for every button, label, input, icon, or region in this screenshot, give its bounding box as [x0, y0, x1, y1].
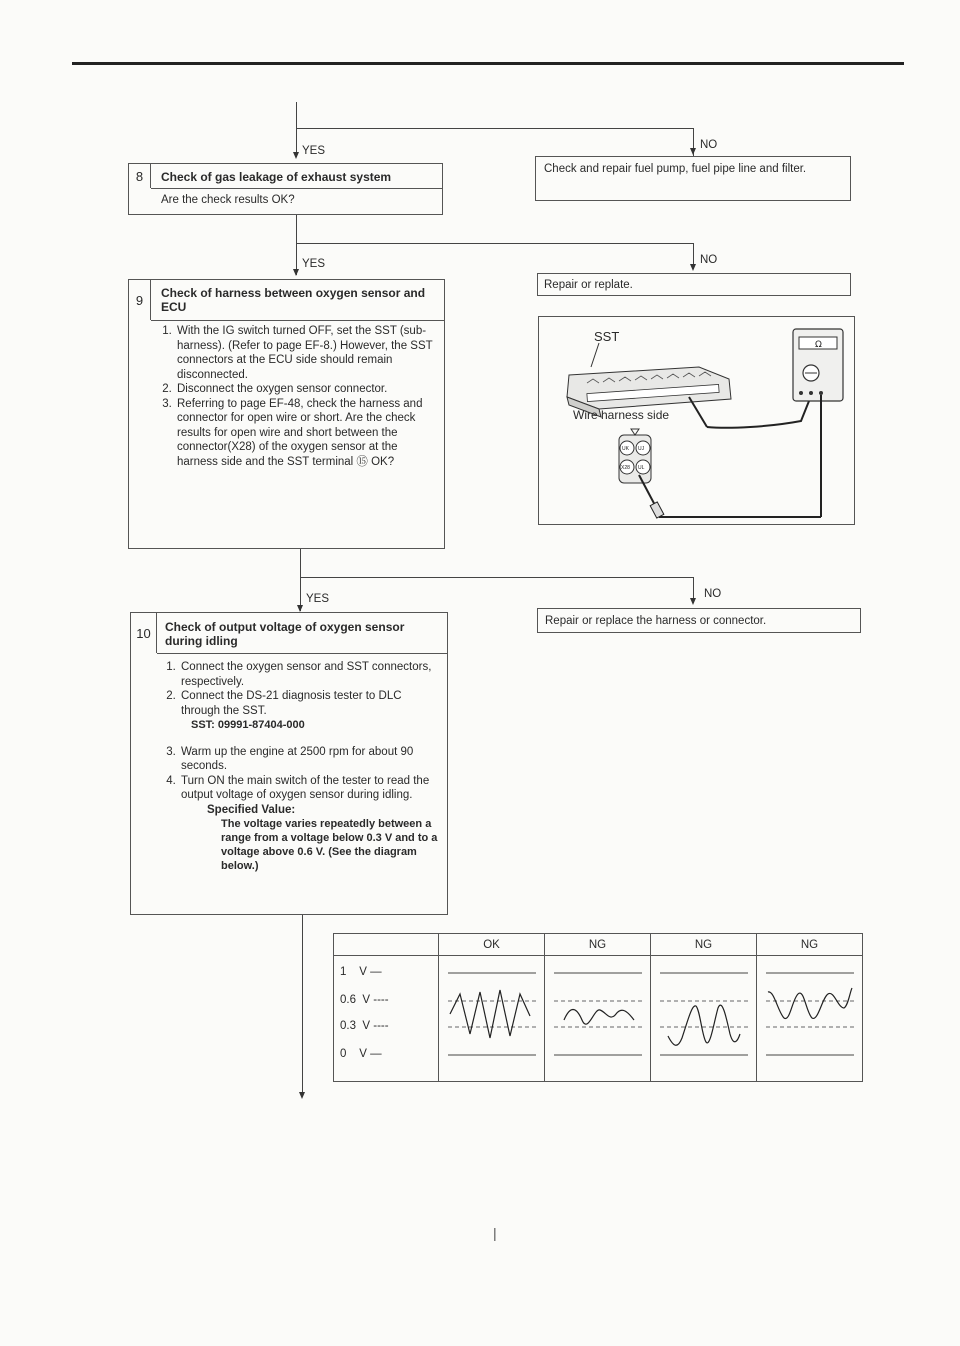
level-row [340, 966, 382, 978]
level-unit: V [362, 994, 371, 1006]
yes-label: YES [302, 145, 326, 157]
level-value: 1 [340, 966, 347, 978]
pin-label: UL [638, 465, 645, 471]
instruction-item: 3. Referring to page EF-48, check the harness and connector for open wire or short. Are the check results for open wire and short between the connector(X28) of the oxygen sensor at the harness side and the SST terminal ⑮ OK? [175, 397, 437, 470]
no-label: NO [704, 588, 722, 600]
spec-label: Specified Value: [207, 803, 296, 816]
level-line: — [370, 1048, 382, 1060]
meter-display: Ω [815, 340, 822, 350]
header-cell: NG [757, 934, 863, 956]
step-instructions [159, 324, 437, 469]
no-label: NO [700, 254, 718, 266]
waveform-ng1-graph [546, 956, 650, 1078]
flow-line [302, 915, 303, 1095]
step-number: 9 [129, 280, 151, 320]
level-line: ---- [373, 994, 389, 1006]
level-row [340, 994, 389, 1006]
step-title: Check of gas leakage of exhaust system [161, 170, 392, 184]
divider [157, 653, 447, 654]
waveform-ng-1 [545, 956, 651, 1082]
level-unit: V [359, 966, 367, 978]
yes-label: YES [302, 258, 326, 270]
instruction-item: 2. Connect the DS-21 diagnosis tester to DLC through the SST. [179, 689, 439, 718]
level-row [340, 1020, 389, 1032]
waveform-table [333, 933, 863, 1082]
pin-label: UK [622, 446, 629, 452]
level-line: — [370, 966, 382, 978]
arrow-down-icon [690, 598, 696, 605]
flow-line [300, 549, 301, 611]
no-action-box: Check and repair fuel pump, fuel pipe line and filter. [535, 156, 851, 201]
header-cell: NG [651, 934, 757, 956]
sst-label: SST [594, 329, 620, 344]
step-title: Check of harness between oxygen sensor and ECU [161, 286, 426, 314]
header-cell: NG [545, 934, 651, 956]
flow-line [296, 102, 297, 157]
step-number: 8 [129, 164, 151, 188]
top-rule [72, 62, 904, 65]
level-value: 0 [340, 1048, 347, 1060]
divider [151, 320, 444, 321]
waveform-ng2-graph [652, 956, 756, 1078]
arrow-down-icon [690, 148, 696, 155]
pin-label: X28 [621, 465, 630, 471]
header-cell: OK [439, 934, 545, 956]
header-cell [334, 934, 439, 956]
no-action-box: Repair or replace the harness or connector. [537, 608, 861, 633]
level-value: 0.3 [340, 1020, 356, 1032]
level-unit: V [362, 1020, 371, 1032]
instruction-item: 3. Warm up the engine at 2500 rpm for about 90 seconds. [179, 745, 439, 774]
flow-branch-line [296, 243, 693, 244]
instruction-item: 1. With the IG switch turned OFF, set the SST (sub-harness). (Refer to page EF-8.) However, the SST connectors at the ECU side should remain disconnected. [175, 324, 437, 382]
arrow-down-icon [297, 605, 303, 612]
level-line: ---- [373, 1020, 389, 1032]
flow-line [296, 215, 297, 275]
yes-label: YES [306, 593, 330, 605]
arrow-down-icon [299, 1092, 305, 1099]
arrow-down-icon [690, 264, 696, 271]
no-label: NO [700, 139, 718, 151]
level-labels-cell [334, 956, 439, 1082]
step-title: Check of output voltage of oxygen sensor during idling [165, 620, 405, 648]
flow-branch-line [296, 128, 693, 129]
no-action-box: Repair or replate. [537, 273, 851, 296]
waveform-ng-3 [757, 956, 863, 1082]
step-instructions [163, 660, 439, 873]
level-unit: V [359, 1048, 367, 1060]
step10-box [130, 612, 448, 915]
waveform-ng3-graph [758, 956, 862, 1078]
spec-text: The voltage varies repeatedly between a range from a voltage below 0.3 V and to a voltage above 0.6 V. (See the diagram below.) [221, 818, 438, 872]
instruction-item: 4. Turn ON the main switch of the tester to read the output voltage of oxygen sensor during idling. [179, 774, 439, 803]
waveform-ng-2 [651, 956, 757, 1082]
step-number: 10 [131, 613, 157, 653]
waveform-ok-graph [440, 956, 544, 1078]
step8-box [128, 163, 443, 215]
waveform-ok [439, 956, 545, 1082]
arrow-down-icon [293, 152, 299, 159]
divider [151, 188, 442, 189]
level-value: 0.6 [340, 994, 356, 1006]
wire-harness-label: Wire harness side [573, 408, 670, 422]
instruction-item: 1. Connect the oxygen sensor and SST connectors, respectively. [179, 660, 439, 689]
sst-connection-figure [538, 316, 855, 525]
step9-box [128, 279, 445, 549]
level-row [340, 1048, 382, 1060]
instruction-item: 2. Disconnect the oxygen sensor connector. [175, 382, 437, 397]
step-question: Are the check results OK? [161, 194, 295, 206]
arrow-down-icon [293, 269, 299, 276]
page-mark: | [493, 1225, 497, 1241]
sst-illustration [539, 317, 854, 524]
pin-label: UJ [638, 446, 645, 452]
sst-part-number: SST: 09991-87404-000 [191, 719, 305, 731]
flow-branch-line [300, 577, 693, 578]
